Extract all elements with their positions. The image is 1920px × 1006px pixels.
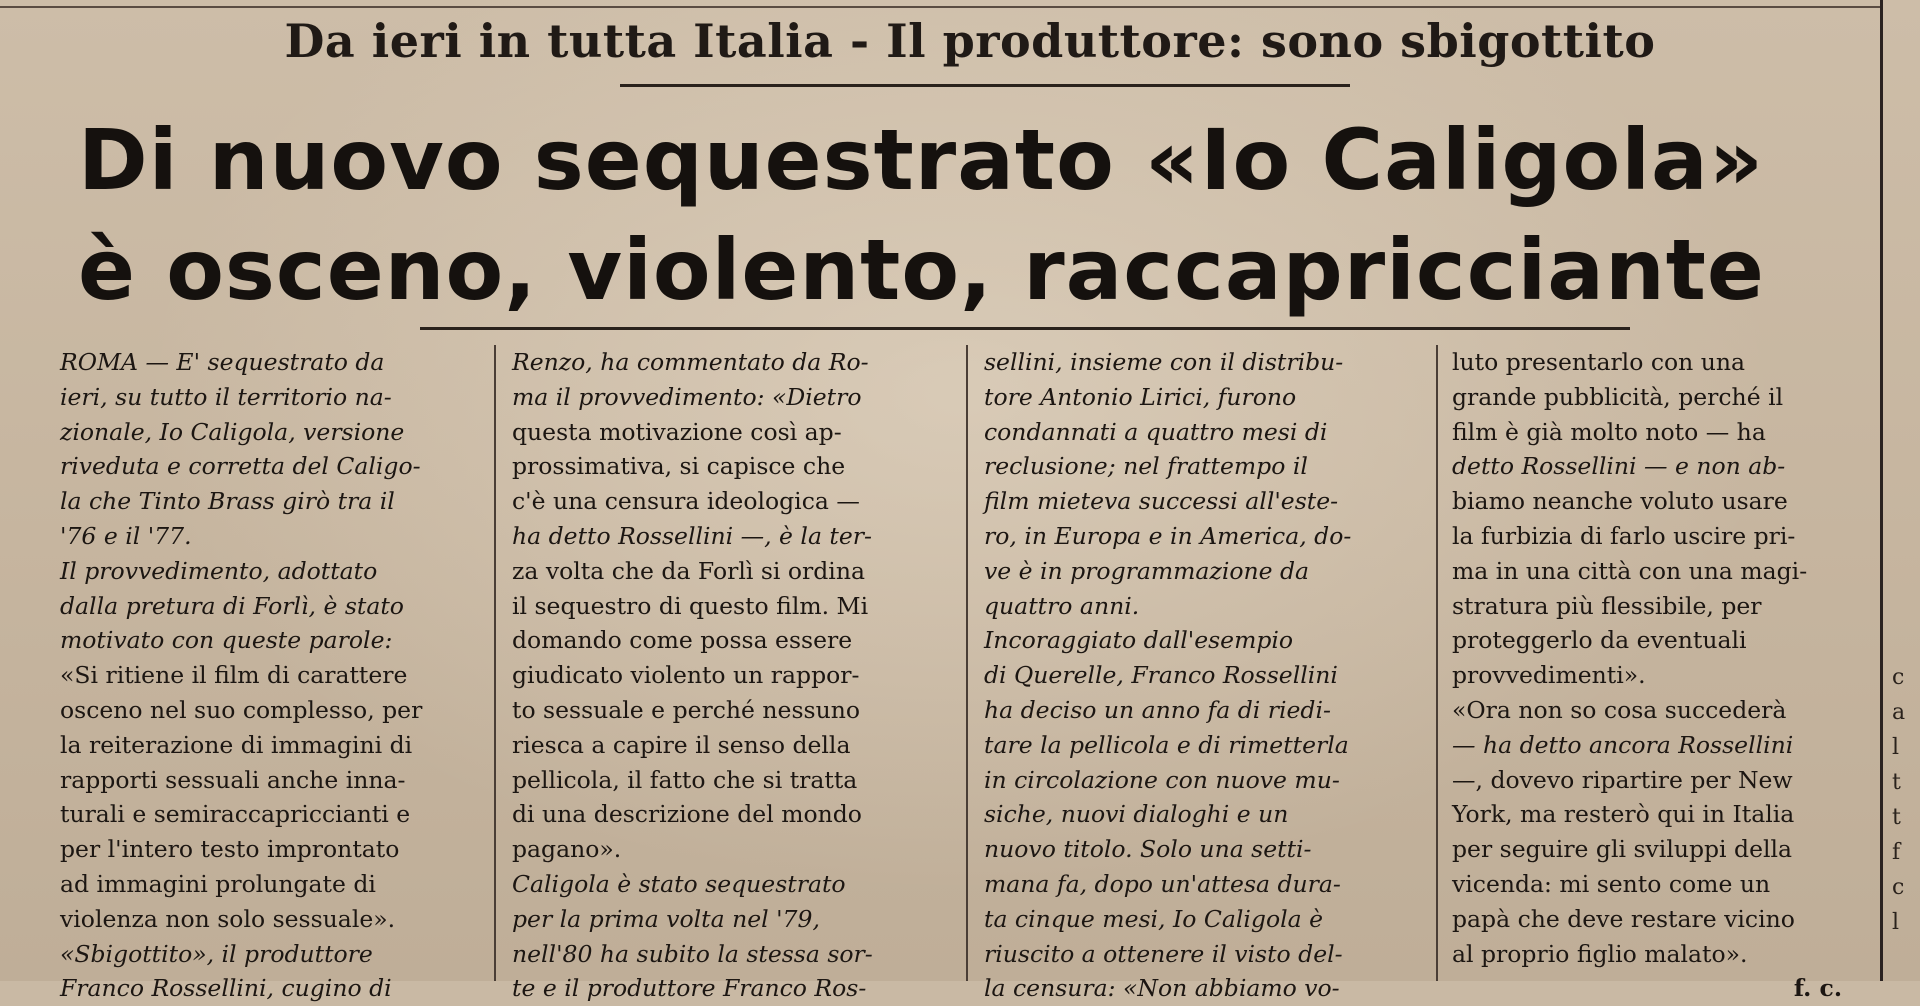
article-column-4 xyxy=(1452,345,1872,1003)
article-line: al proprio figlio malato». xyxy=(1452,939,1748,968)
edge-letter: l xyxy=(1892,910,1900,935)
headline-line-1: Di nuovo sequestrato «Io Caligola» xyxy=(78,111,1764,209)
article-line: ad immagini prolungate di xyxy=(60,869,376,898)
article-line: riuscito a ottenere il visto del- xyxy=(984,939,1343,968)
article-line: '76 e il '77. xyxy=(60,521,192,550)
article-line: nuovo titolo. Solo una setti- xyxy=(984,835,1312,864)
edge-letter: c xyxy=(1892,875,1905,900)
article-line: nell'80 ha subito la stessa sor- xyxy=(512,939,873,968)
article-line: la censura: «Non abbiamo vo- xyxy=(984,974,1340,1003)
article-line: — ha detto ancora Rossellini xyxy=(1452,730,1794,759)
article-line: questa motivazione così ap- xyxy=(512,417,842,446)
edge-letter: a xyxy=(1892,700,1906,725)
article-line: la che Tinto Brass girò tra il xyxy=(60,487,395,516)
article-line: luto presentarlo con una xyxy=(1452,348,1746,376)
article-line: Franco Rossellini, cugino di xyxy=(60,974,392,1003)
article-line: domando come possa essere xyxy=(512,626,853,655)
article-line: Caligola è stato sequestrato xyxy=(512,869,846,898)
article-line: riesca a capire il senso della xyxy=(512,730,851,759)
article-line: film mieteva successi all'este- xyxy=(984,487,1339,516)
article-line: provvedimenti». xyxy=(1452,661,1646,690)
headline-underline xyxy=(420,327,1630,330)
article-line: per la prima volta nel '79, xyxy=(512,904,820,933)
article-line: tare la pellicola e di rimetterla xyxy=(984,730,1349,759)
article-line: quattro anni. xyxy=(984,591,1140,620)
article-line: ha detto Rossellini —, è la ter- xyxy=(512,521,872,550)
article-line: per seguire gli sviluppi della xyxy=(1452,835,1793,864)
edge-letter: t xyxy=(1892,770,1901,795)
article-line: proteggerlo da eventuali xyxy=(1452,626,1747,655)
article-line: mana fa, dopo un'attesa dura- xyxy=(984,869,1341,898)
article-line: ta cinque mesi, Io Caligola è xyxy=(984,904,1324,933)
article-line: sellini, insieme con il distribu- xyxy=(984,348,1344,376)
article-line: film è già molto noto — ha xyxy=(1452,417,1766,446)
article-line: biamo neanche voluto usare xyxy=(1452,487,1788,516)
article-line: per l'intero testo improntato xyxy=(60,835,400,864)
article-line: violenza non solo sessuale». xyxy=(60,904,396,933)
article-line: ro, in Europa e in America, do- xyxy=(984,521,1352,550)
article-column-3 xyxy=(984,345,1420,1003)
article-line: ma in una città con una magi- xyxy=(1452,556,1808,585)
article-line: York, ma resterò qui in Italia xyxy=(1452,800,1795,829)
article-line: «Sbigottito», il produttore xyxy=(60,939,373,968)
article-line: —, dovevo ripartire per New xyxy=(1452,765,1793,794)
article-line: la reiterazione di immagini di xyxy=(60,730,413,759)
article-line: siche, nuovi dialoghi e un xyxy=(984,800,1289,829)
article-line: di Querelle, Franco Rossellini xyxy=(984,661,1338,690)
article-line: c'è una censura ideologica — xyxy=(512,487,860,516)
kicker-underline xyxy=(620,84,1350,87)
article-line: vicenda: mi sento come un xyxy=(1452,869,1771,898)
headline-line-2: è osceno, violento, raccapricciante xyxy=(78,221,1765,319)
article-line: turali e semiraccapriccianti e xyxy=(60,800,411,829)
article-line: tore Antonio Lirici, furono xyxy=(984,382,1297,411)
top-rule xyxy=(0,6,1880,8)
article-line: ieri, su tutto il territorio na- xyxy=(60,382,392,411)
article-line: detto Rossellini — e non ab- xyxy=(1452,452,1786,481)
article-line: pellicola, il fatto che si tratta xyxy=(512,765,858,794)
article-line: Incoraggiato dall'esempio xyxy=(984,626,1294,655)
article-line: stratura più flessibile, per xyxy=(1452,591,1762,620)
article-line: zionale, Io Caligola, versione xyxy=(60,417,405,446)
edge-letter: f xyxy=(1892,840,1901,865)
article-line: la furbizia di farlo uscire pri- xyxy=(1452,521,1796,550)
article-line: «Ora non so cosa succederà xyxy=(1452,695,1787,724)
article-line: ve è in programmazione da xyxy=(984,556,1310,585)
article-line: giudicato violento un rappor- xyxy=(512,661,860,690)
article-line: te e il produttore Franco Ros- xyxy=(512,974,867,1003)
edge-letter: t xyxy=(1892,805,1901,830)
article-line: Renzo, ha commentato da Ro- xyxy=(512,348,869,376)
article-line: reclusione; nel frattempo il xyxy=(984,452,1308,481)
article-line: ROMA — E' sequestrato da xyxy=(60,348,385,376)
article-line: to sessuale e perché nessuno xyxy=(512,695,861,724)
article-column-2 xyxy=(512,345,952,1003)
article-line: pagano». xyxy=(512,835,622,864)
article-line: rapporti sessuali anche inna- xyxy=(60,765,406,794)
kicker: Da ieri in tutta Italia - Il produttore: sono sbigottito xyxy=(284,14,1656,68)
article-line: za volta che da Forlì si ordina xyxy=(512,556,865,585)
article-line: di una descrizione del mondo xyxy=(512,800,862,829)
article-line: «Si ritiene il film di carattere xyxy=(60,661,408,690)
article-line: papà che deve restare vicino xyxy=(1452,904,1795,933)
right-rule xyxy=(1880,0,1883,981)
article-line: ma il provvedimento: «Dietro xyxy=(512,382,862,411)
article-line: condannati a quattro mesi di xyxy=(984,417,1328,446)
article-line: dalla pretura di Forlì, è stato xyxy=(60,591,404,620)
edge-letter: c xyxy=(1892,665,1905,690)
article-line: riveduta e corretta del Caligo- xyxy=(60,452,421,481)
edge-letter: l xyxy=(1892,735,1900,760)
article-column-1 xyxy=(60,345,480,1003)
article-line: osceno nel suo complesso, per xyxy=(60,695,423,724)
article-line: prossimativa, si capisce che xyxy=(512,452,846,481)
article-line: motivato con queste parole: xyxy=(60,626,393,655)
adjacent-column-fragment xyxy=(1892,660,1920,940)
article-line: grande pubblicità, perché il xyxy=(1452,382,1784,411)
article-line: ha deciso un anno fa di riedi- xyxy=(984,695,1331,724)
article-line: Il provvedimento, adottato xyxy=(60,556,378,585)
article-line: in circolazione con nuove mu- xyxy=(984,765,1340,794)
article-line: il sequestro di questo film. Mi xyxy=(512,591,869,620)
article-body xyxy=(0,345,1880,1003)
article-line: f. c. xyxy=(1793,974,1842,1003)
